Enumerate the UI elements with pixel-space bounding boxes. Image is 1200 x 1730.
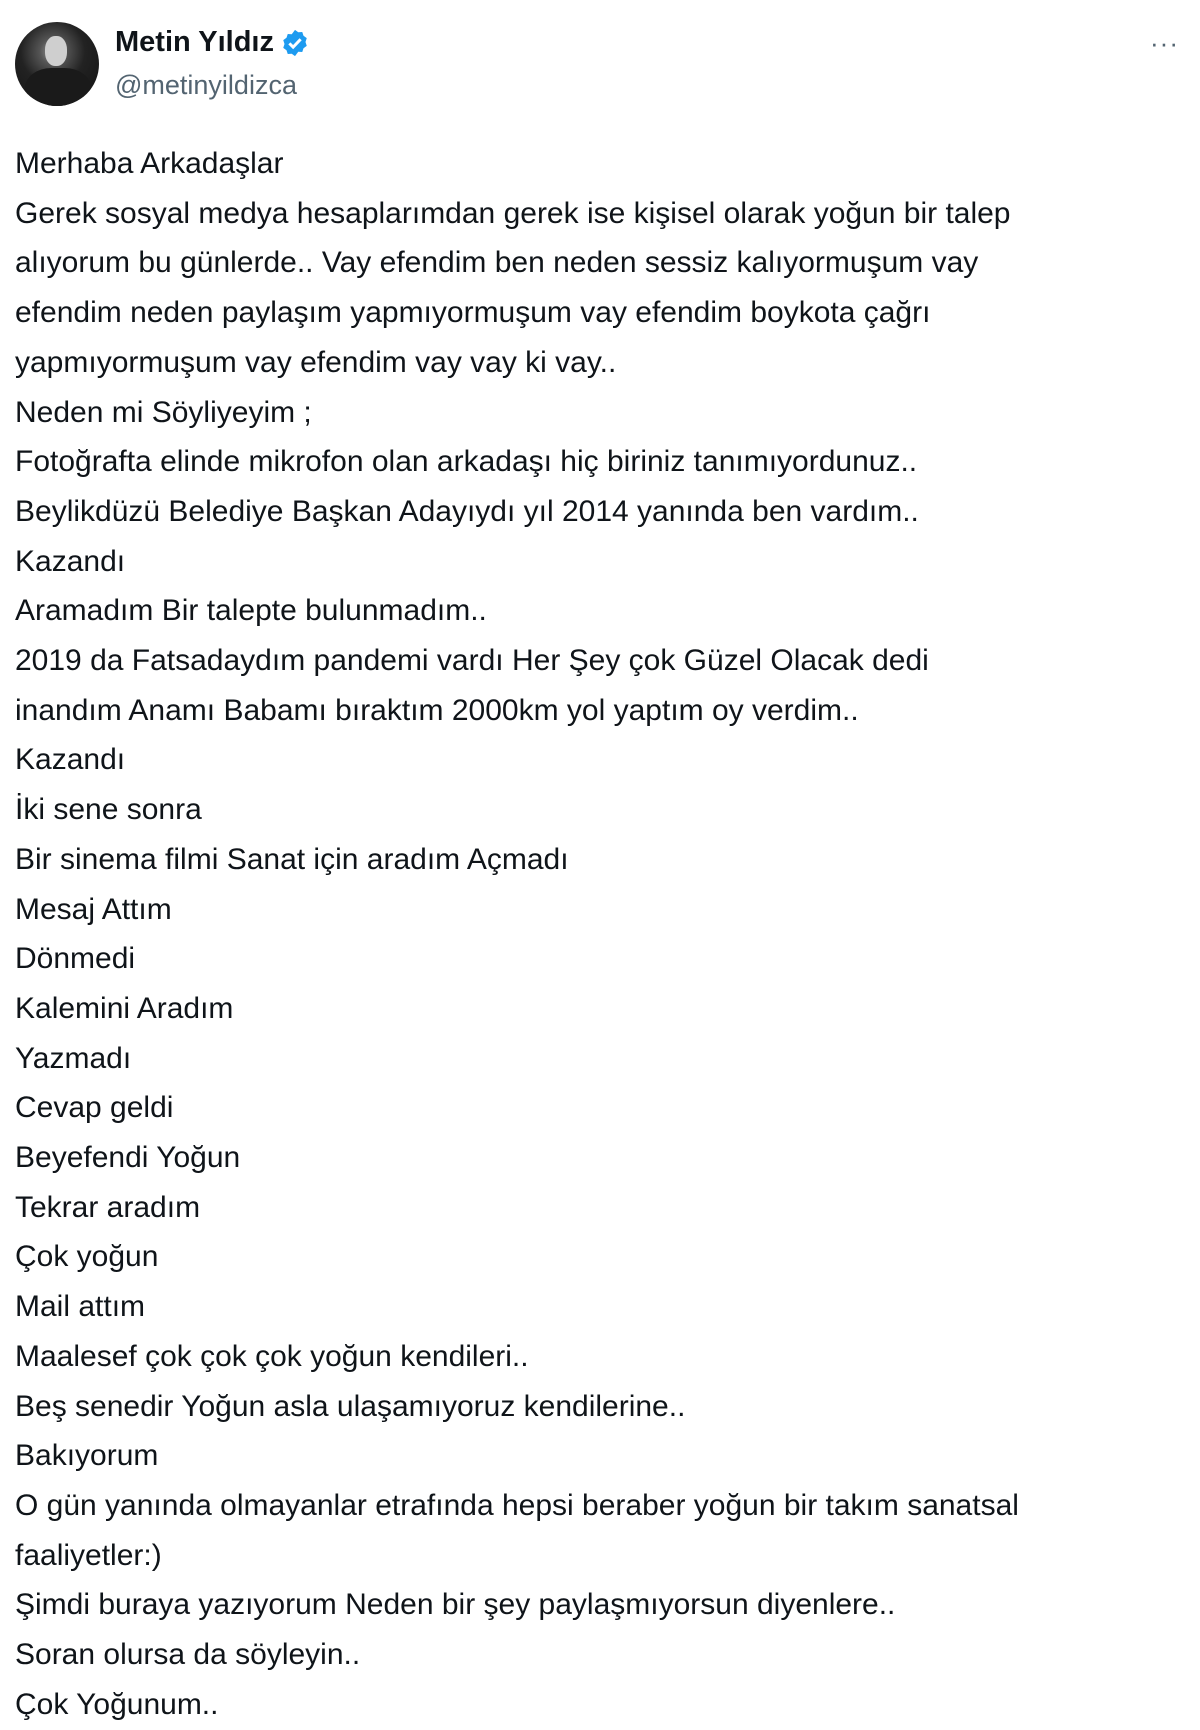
tweet-line: Çok yoğun bbox=[15, 1240, 159, 1274]
tweet-line: İki sene sonra bbox=[15, 793, 202, 827]
tweet-line: alıyorum bu günlerde.. Vay efendim ben neden sessiz kalıyormuşum vay bbox=[15, 246, 979, 280]
tweet-line: efendim neden paylaşım yapmıyormuşum vay efendim boykota çağrı bbox=[15, 296, 931, 330]
tweet-line: Aramadım Bir talepte bulunmadım.. bbox=[15, 594, 487, 628]
tweet-line: Kazandı bbox=[15, 544, 126, 578]
avatar-face bbox=[45, 36, 67, 66]
tweet-line: Kazandı bbox=[15, 743, 126, 777]
verified-badge-icon bbox=[280, 28, 310, 58]
avatar[interactable] bbox=[15, 22, 99, 106]
tweet-line: Beylikdüzü Belediye Başkan Adayıydı yıl 2014 yanında ben vardım.. bbox=[15, 494, 919, 528]
tweet-line: Maalesef çok çok çok yoğun kendileri.. bbox=[15, 1339, 529, 1373]
tweet-line: Merhaba Arkadaşlar bbox=[15, 147, 284, 180]
tweet-line: Yazmadı bbox=[15, 1041, 132, 1075]
tweet-line: Kalemini Aradım bbox=[15, 991, 234, 1025]
tweet-line: faaliyetler:) bbox=[15, 1538, 162, 1572]
tweet-line: Bir sinema filmi Sanat için aradım Açmadı bbox=[15, 842, 569, 876]
tweet-line: Gerek sosyal medya hesaplarımdan gerek ise kişisel olarak yoğun bir talep bbox=[15, 196, 1011, 230]
avatar-body bbox=[25, 68, 91, 106]
tweet-line: Tekrar aradım bbox=[15, 1190, 201, 1224]
tweet-line: Mail attım bbox=[15, 1290, 146, 1324]
tweet-line: Bakıyorum bbox=[15, 1439, 159, 1473]
tweet-line: 2019 da Fatsadaydım pandemi vardı Her Şey çok Güzel Olacak dedi bbox=[15, 644, 929, 678]
tweet-line: Beş senedir Yoğun asla ulaşamıyoruz kendilerine.. bbox=[15, 1389, 686, 1423]
tweet-line: Cevap geldi bbox=[15, 1091, 174, 1125]
tweet-text bbox=[15, 139, 1019, 1730]
tweet-line: inandım Anamı Babamı bıraktım 2000km yol yaptım oy verdim.. bbox=[15, 693, 859, 727]
tweet-line: Şimdi buraya yazıyorum Neden bir şey paylaşmıyorsun diyenlere.. bbox=[15, 1588, 896, 1622]
tweet-line: O gün yanında olmayanlar etrafında hepsi beraber yoğun bir takım sanatsal bbox=[15, 1488, 1019, 1522]
tweet-line: Neden mi Söyliyeyim ; bbox=[15, 395, 312, 429]
tweet-line: Çok Yoğunum.. bbox=[15, 1687, 219, 1721]
tweet-line: yapmıyormuşum vay efendim vay vay ki vay.. bbox=[15, 345, 617, 379]
author-name-row[interactable] bbox=[115, 26, 310, 59]
author-handle[interactable]: @metinyildizca bbox=[115, 70, 297, 100]
tweet-line: Soran olursa da söyleyin.. bbox=[15, 1638, 361, 1672]
more-options-icon[interactable]: ··· bbox=[1150, 28, 1179, 58]
author-name[interactable]: Metin Yıldız bbox=[115, 26, 274, 58]
tweet-line: Fotoğrafta elinde mikrofon olan arkadaşı hiç biriniz tanımıyordunuz.. bbox=[15, 445, 918, 479]
tweet-line: Mesaj Attım bbox=[15, 892, 172, 926]
tweet-line: Beyefendi Yoğun bbox=[15, 1141, 241, 1175]
tweet-line: Dönmedi bbox=[15, 942, 136, 976]
